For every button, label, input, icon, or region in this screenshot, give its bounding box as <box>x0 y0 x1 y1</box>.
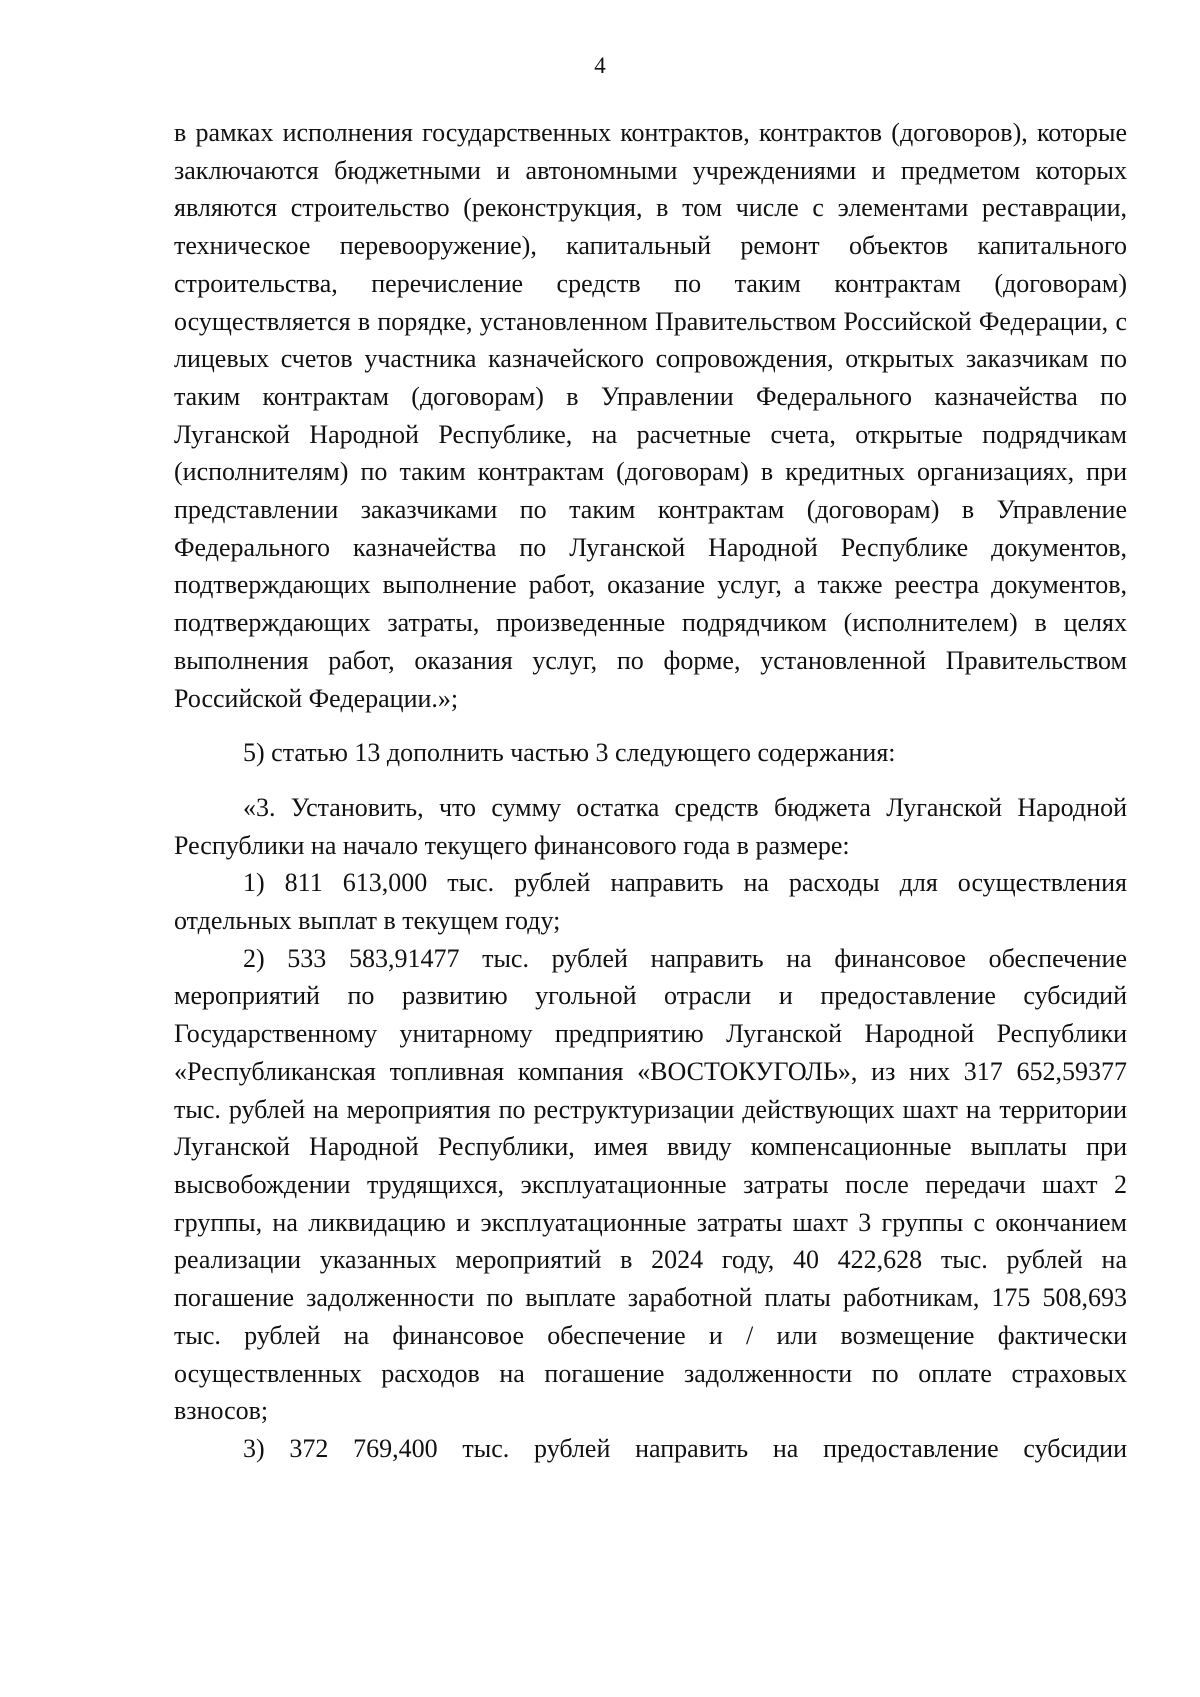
paragraph-item-2: 2) 533 583,91477 тыс. рублей направить на финансовое обеспечение мероприятий по развитию угольной отрасли и предоставление субсидий Государственному унитарному предприятию Луганской Народной Республики «Республиканская топливная компания «ВОСТОКУГОЛЬ», из них 317 652,59377 тыс. рублей на мероприятия по реструктуризации действующих шахт на территории Луганской Народной Республики, имея ввиду компенсационные выплаты при высвобождении трудящихся, эксплуатационные затраты после передачи шахт 2 группы, на ликвидацию и эксплуатационные затраты шахт 3 группы с окончанием реализации указанных мероприятий в 2024 году, 40 422,628 тыс. рублей на погашение задолженности по выплате заработной платы работникам, 175 508,693 тыс. рублей на финансовое обеспечение и / или возмещение фактически осуществленных расходов на погашение задолженности по оплате страховых взносов; <box>174 943 1127 1426</box>
page-number: 4 <box>594 53 606 78</box>
paragraph-part-3-intro: «3. Установить, что сумму остатка средств бюджета Луганской Народной Республики на начало текущего финансового года в размере: <box>174 792 1127 860</box>
paragraph-item-1: 1) 811 613,000 тыс. рублей направить на расходы для осуществления отдельных выплат в текущем году; <box>174 868 1127 936</box>
document-body <box>174 114 1127 1468</box>
paragraph-article-13-amendment: 5) статью 13 дополнить частью 3 следующего содержания: <box>243 738 896 768</box>
paragraph-item-3: 3) 372 769,400 тыс. рублей направить на предоставление субсидии <box>243 1433 1127 1463</box>
paragraph-contract-payments: в рамках исполнения государственных контрактов, контрактов (договоров), которые заключаются бюджетными и автономными учреждениями и предметом которых являются строительство (реконструкция, в том числе с элементами реставрации, техническое перевооружение), капитальный ремонт объектов капитального строительства, перечисление средств по таким контрактам (договорам) осуществляется в порядке, установленном Правительством Российской Федерации, с лицевых счетов участника казначейского сопровождения, открытых заказчикам по таким контрактам (договорам) в Управлении Федерального казначейства по Луганской Народной Республике, на расчетные счета, открытые подрядчикам (исполнителям) по таким контрактам (договорам) в кредитных организациях, при представлении заказчиками по таким контрактам (договорам) в Управление Федерального казначейства по Луганской Народной Республике документов, подтверждающих выполнение работ, оказание услуг, а также реестра документов, подтверждающих затраты, произведенные подрядчиком (исполнителем) в целях выполнения работ, оказания услуг, по форме, установленной Правительством Российской Федерации.»; <box>174 118 1127 713</box>
